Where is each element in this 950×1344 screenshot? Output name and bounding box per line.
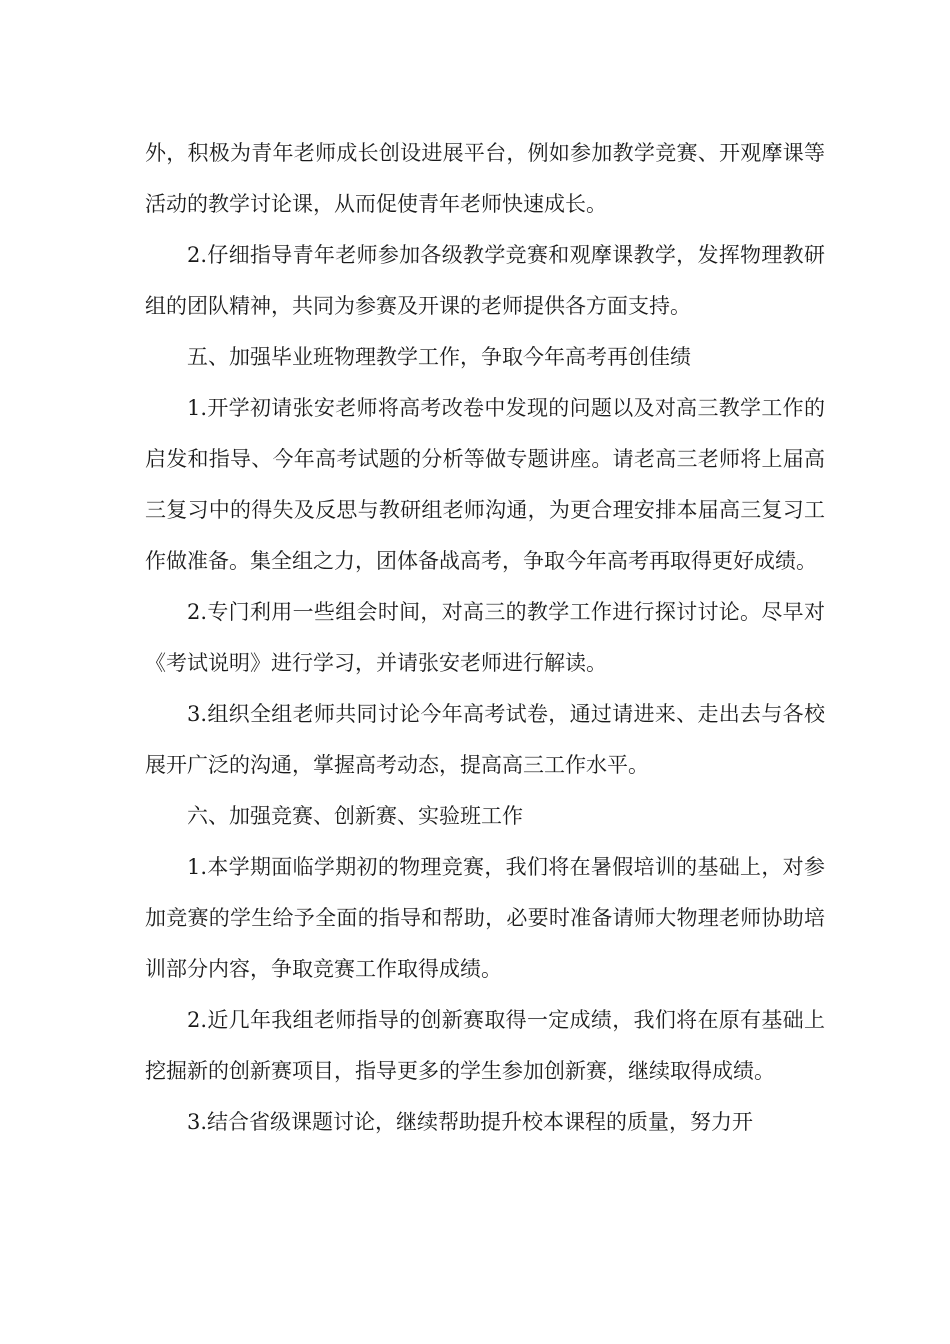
- paragraph-4: 1.开学初请张安老师将高考改卷中发现的问题以及对高三教学工作的启发和指导、今年高考试题的分析等做专题讲座。请老高三老师将上届高三复习中的得失及反思与教研组老师沟通，为更合理安排本届高三复习工作做准备。集全组之力，团体备战高考，争取今年高考再取得更好成绩。: [145, 396, 825, 573]
- paragraph-9: 2.近几年我组老师指导的创新赛取得一定成绩，我们将在原有基础上挖掘新的创新赛项目，指导更多的学生参加创新赛，继续取得成绩。: [145, 1008, 825, 1083]
- paragraph-1: 外，积极为青年老师成长创设进展平台，例如参加教学竞赛、开观摩课等活动的教学讨论课，从而促使青年老师快速成长。: [145, 141, 825, 216]
- paragraph-10: 3.结合省级课题讨论，继续帮助提升校本课程的质量，努力开: [187, 1110, 754, 1134]
- paragraph-2: 2.仔细指导青年老师参加各级教学竞赛和观摩课教学，发挥物理教研组的团队精神，共同为参赛及开课的老师提供各方面支持。: [145, 243, 825, 318]
- document-body: [145, 128, 825, 1148]
- section-heading-5: 五、加强毕业班物理教学工作，争取今年高考再创佳绩: [187, 345, 691, 369]
- paragraph-5: 2.专门利用一些组会时间，对高三的教学工作进行探讨讨论。尽早对《考试说明》进行学习，并请张安老师进行解读。: [145, 600, 825, 675]
- section-heading-6: 六、加强竞赛、创新赛、实验班工作: [187, 804, 523, 828]
- paragraph-6: 3.组织全组老师共同讨论今年高考试卷，通过请进来、走出去与各校展开广泛的沟通，掌握高考动态，提高高三工作水平。: [145, 702, 825, 777]
- paragraph-8: 1.本学期面临学期初的物理竞赛，我们将在暑假培训的基础上，对参加竞赛的学生给予全面的指导和帮助，必要时准备请师大物理老师协助培训部分内容，争取竞赛工作取得成绩。: [145, 855, 825, 981]
